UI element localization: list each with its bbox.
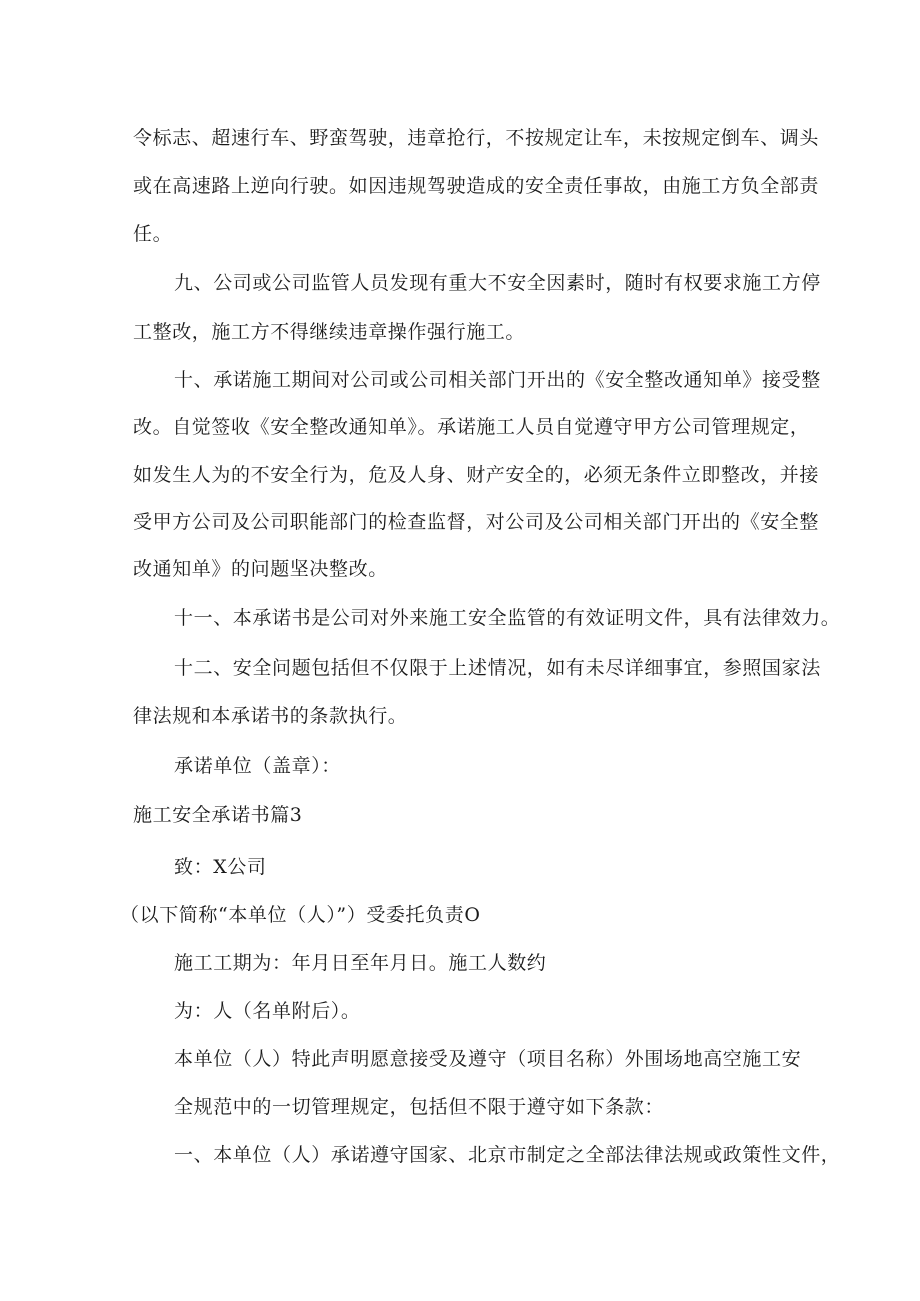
paragraph-10-line-1: 十、承诺施工期间对公司或公司相关部门开出的《安全整改通知单》接受整 [174,369,821,391]
paragraph-8-line-3: 任。 [133,223,173,245]
delegation-line: （以下简称“本单位（人）”）受委托负责O [120,904,481,926]
declaration-line-1: 本单位（人）特此声明愿意接受及遵守（项目名称）外围场地高空施工安 [174,1048,802,1070]
paragraph-9-line-1: 九、公司或公司监管人员发现有重大不安全因素时，随时有权要求施工方停 [174,272,821,294]
paragraph-12-line-1: 十二、安全问题包括但不仅限于上述情况，如有未尽详细事宜，参照国家法 [174,657,821,679]
paragraph-10-line-3: 如发生人为的不安全行为，危及人身、财产安全的，必须无条件立即整改，并接 [133,464,820,486]
paragraph-11: 十一、本承诺书是公司对外来施工安全监管的有效证明文件，具有法律效力。 [174,607,841,629]
paragraph-10-line-5: 改通知单》的问题坚决整改。 [133,558,388,580]
period-line: 施工工期为：年月日至年月日。施工人数约 [174,952,547,974]
paragraph-10-line-2: 改。自觉签收《安全整改通知单》。承诺施工人员自觉遵守甲方公司管理规定， [133,416,810,438]
paragraph-10-line-4: 受甲方公司及公司职能部门的检查监督，对公司及公司相关部门开出的《安全整 [133,511,820,533]
clause-1-line: 一、本单位（人）承诺遵守国家、北京市制定之全部法律法规或政策性文件， [174,1144,841,1166]
paragraph-12-line-2: 律法规和本承诺书的条款执行。 [133,705,408,727]
paragraph-8-line-1: 令标志、超速行车、野蛮驾驶，违章抢行，不按规定让车，未按规定倒车、调头 [133,127,820,149]
addressee-line: 致：X公司 [174,856,267,878]
section-title: 施工安全承诺书篇3 [133,804,303,826]
paragraph-8-line-2: 或在高速路上逆向行驶。如因违规驾驶造成的安全责任事故，由施工方负全部责 [133,175,820,197]
declaration-line-2: 全规范中的一切管理规定，包括但不限于遵守如下条款： [174,1096,665,1118]
paragraph-9-line-2: 工整改，施工方不得继续违章操作强行施工。 [133,321,526,343]
headcount-line: 为：人（名单附后）。 [174,1000,361,1022]
signature-line: 承诺单位（盖章）： [174,755,341,777]
